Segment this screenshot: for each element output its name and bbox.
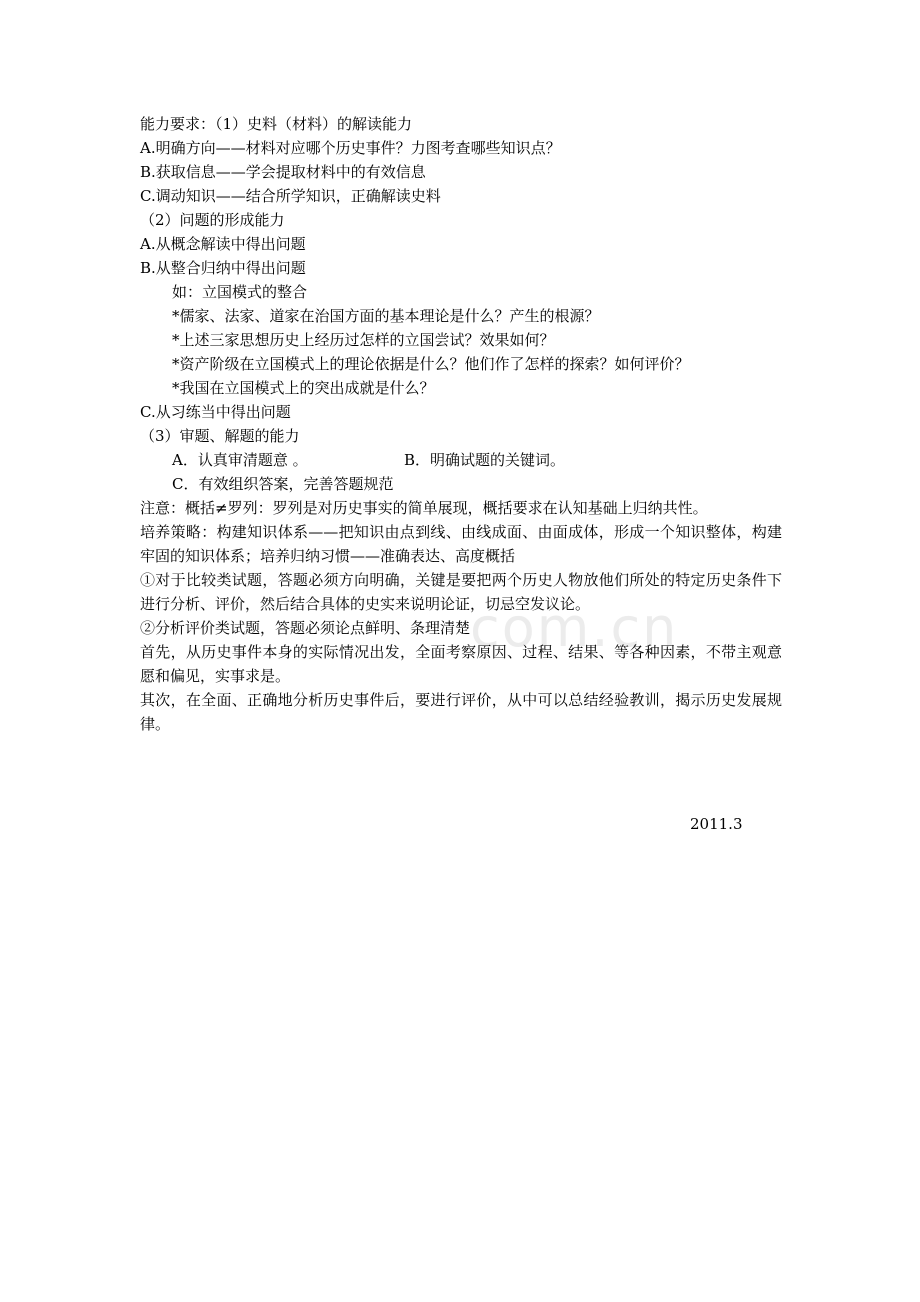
first-paragraph: 首先，从历史事件本身的实际情况出发，全面考察原因、过程、结果、等各种因素，不带主观意愿和偏见，实事求是。: [140, 643, 782, 685]
item-a: A．认真审清题意 。: [172, 451, 308, 469]
text-line: A.从概念解读中得出问题: [140, 235, 306, 253]
two-column-row: [140, 448, 782, 472]
section-heading-3: （3）审题、解题的能力: [140, 427, 300, 445]
text-line: B.获取信息——学会提取材料中的有效信息: [140, 163, 426, 181]
section-heading-2: （2）问题的形成能力: [140, 211, 285, 229]
note-line: 注意：概括≠罗列：罗列是对历史事实的简单展现，概括要求在认知基础上归纳共性。: [140, 499, 708, 517]
text-line-indented: C．有效组织答案，完善答题规范: [172, 475, 394, 493]
text-line-indented: *我国在立国模式上的突出成就是什么？: [172, 379, 435, 397]
second-paragraph: 其次，在全面、正确地分析历史事件后，要进行评价，从中可以总结经验教训，揭示历史发展规律。: [140, 691, 782, 733]
comparison-paragraph: ①对于比较类试题，答题必须方向明确，关键是要把两个历史人物放他们所处的特定历史条件下进行分析、评价，然后结合具体的史实来说明论证，切忌空发议论。: [140, 571, 782, 613]
text-line: B.从整合归纳中得出问题: [140, 259, 306, 277]
strategy-paragraph: 培养策略：构建知识体系——把知识由点到线、由线成面、由面成体，形成一个知识整体，构建牢固的知识体系；培养归纳习惯——准确表达、高度概括: [140, 523, 782, 565]
text-line: C.调动知识——结合所学知识，正确解读史料: [140, 187, 441, 205]
document-date: 2011.3: [690, 815, 743, 833]
watermark: com.cn: [470, 596, 679, 659]
text-line-indented: *资产阶级在立国模式上的理论依据是什么？他们作了怎样的探索？如何评价？: [172, 355, 690, 373]
ability-requirements-heading: 能力要求：（1）史料（材料）的解读能力: [140, 115, 413, 133]
text-line: ②分析评价类试题，答题必须论点鲜明、条理清楚: [140, 619, 471, 637]
text-line-indented: *上述三家思想历史上经历过怎样的立国尝试？效果如何？: [172, 331, 555, 349]
item-b: B．明确试题的关键词。: [404, 451, 566, 469]
text-line: A.明确方向——材料对应哪个历史事件？力图考查哪些知识点？: [140, 139, 561, 157]
text-line-indented: *儒家、法家、道家在治国方面的基本理论是什么？产生的根源？: [172, 307, 600, 325]
text-line-indented: 如：立国模式的整合: [172, 283, 308, 301]
document-body: [140, 112, 782, 736]
text-line: C.从习练当中得出问题: [140, 403, 291, 421]
